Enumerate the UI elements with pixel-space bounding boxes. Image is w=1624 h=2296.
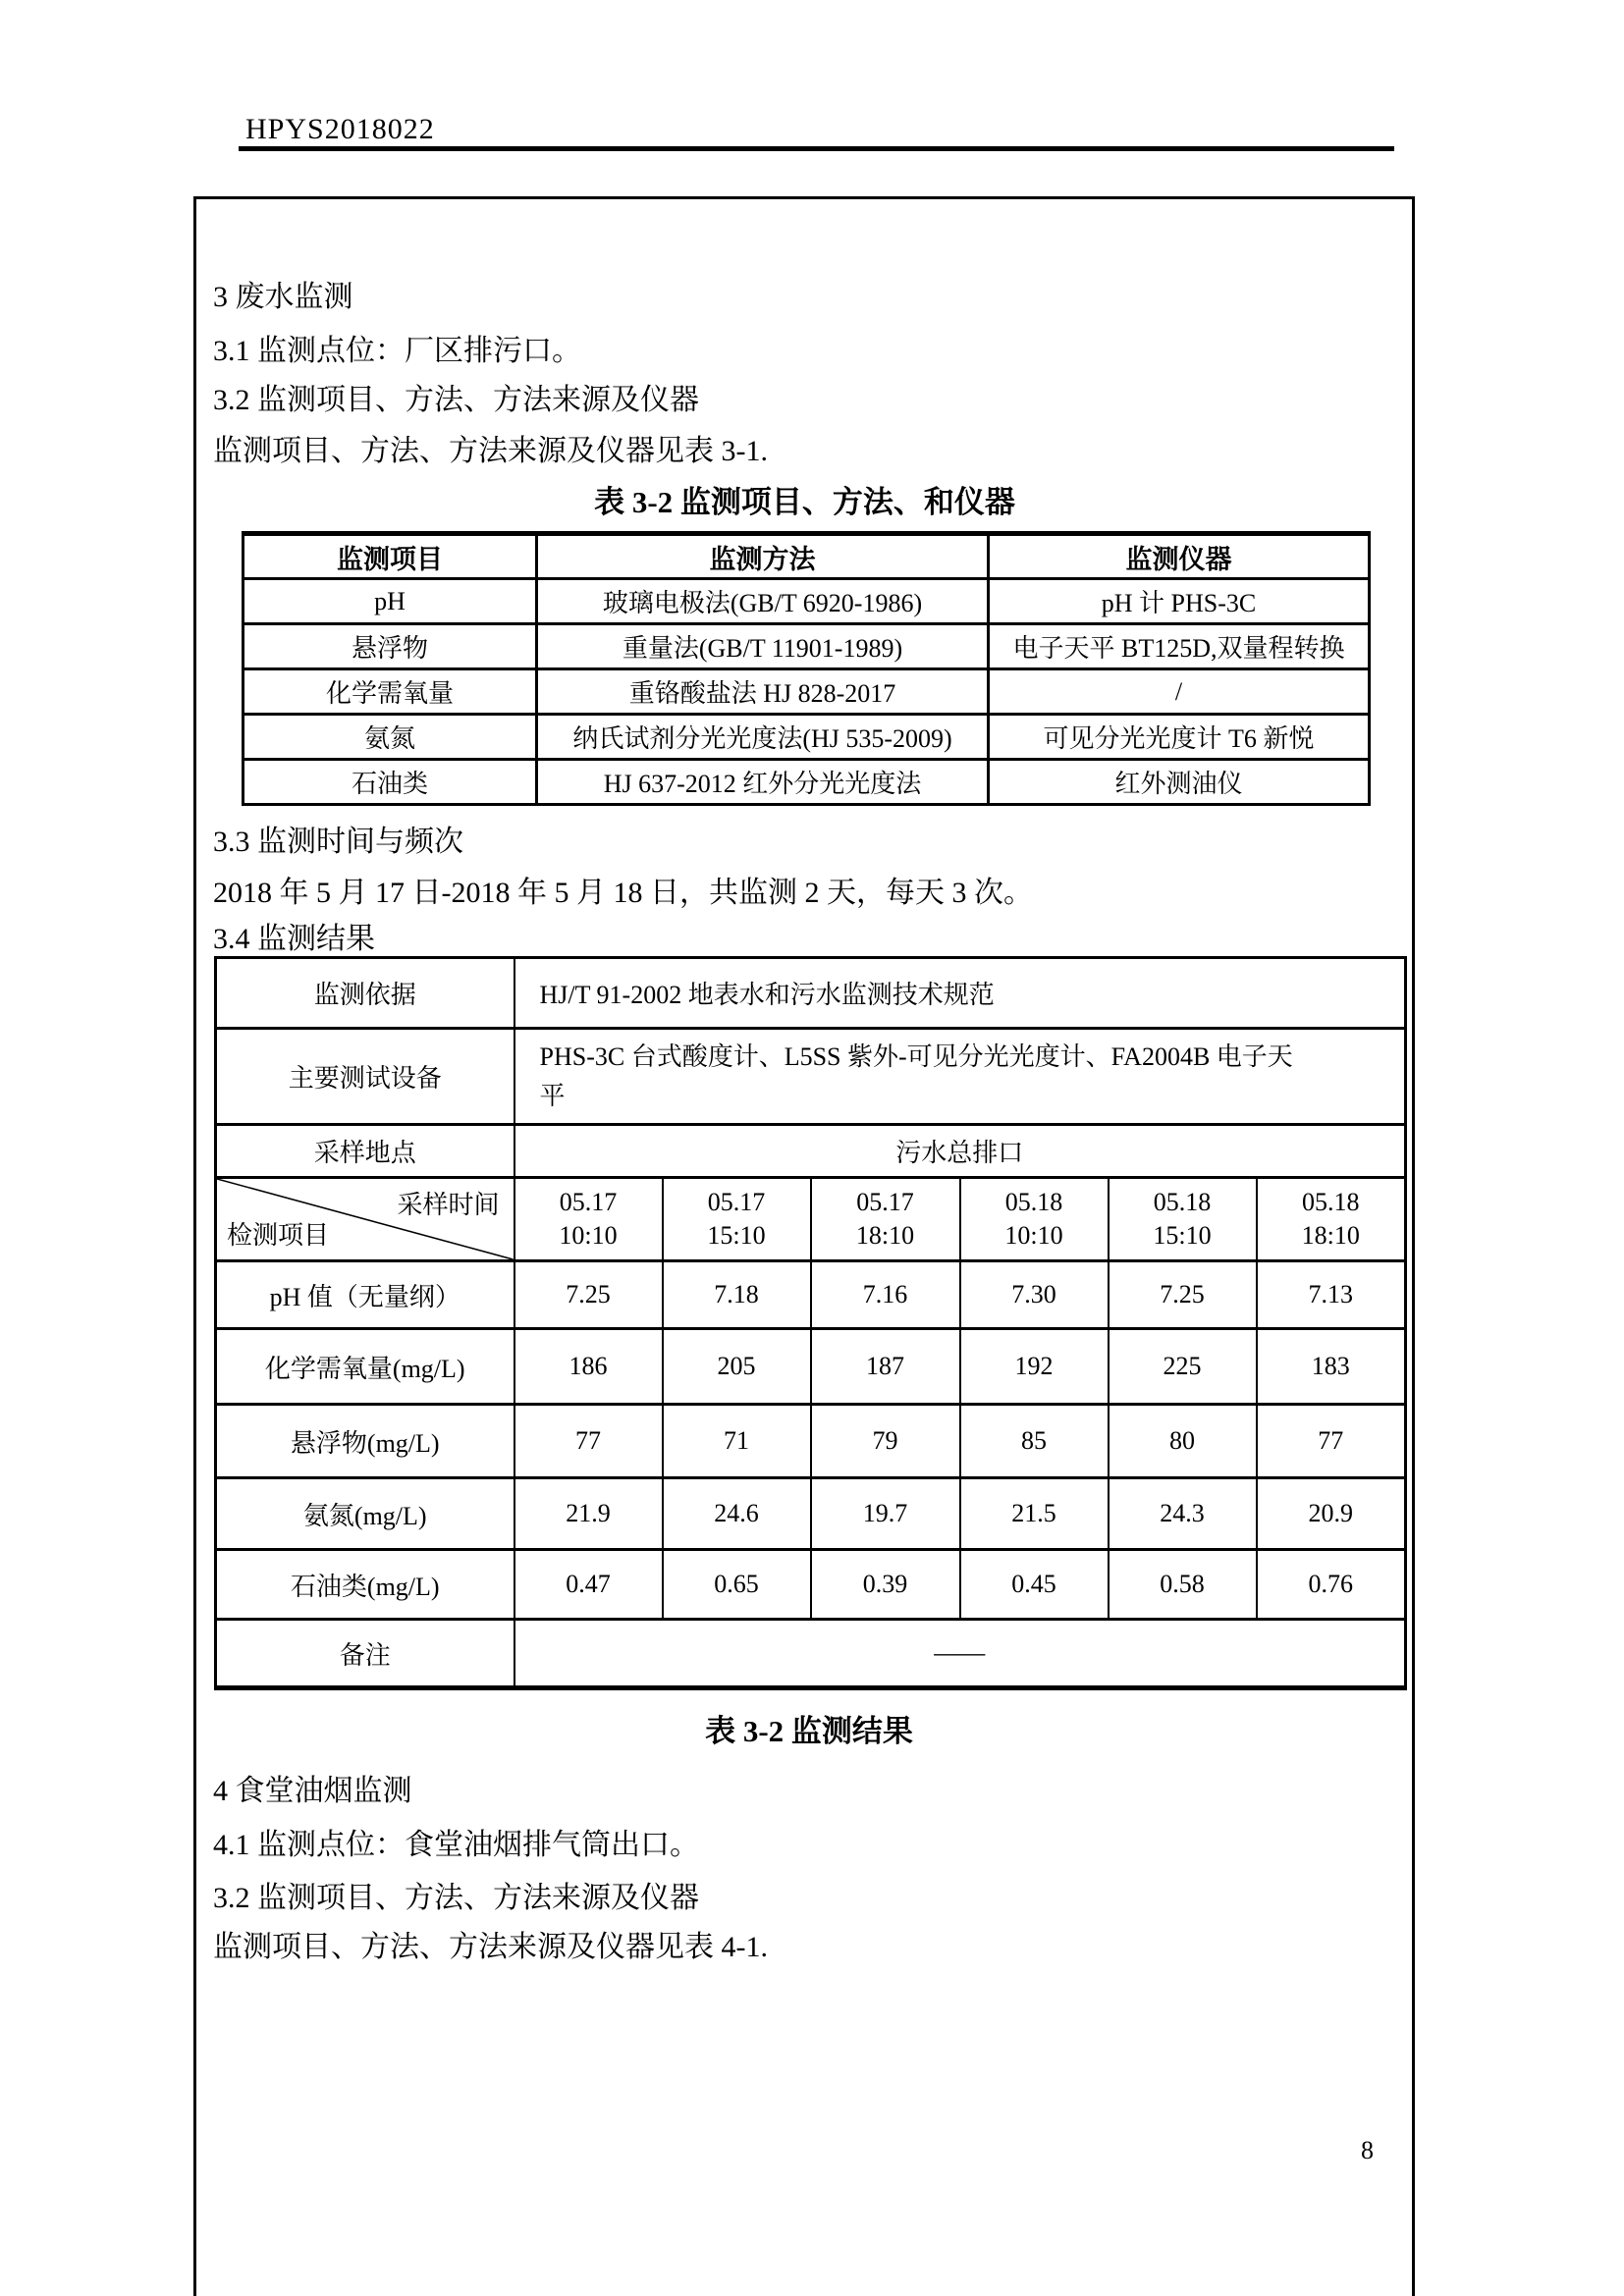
table2-header-row: [216, 1178, 1406, 1261]
column-header: [514, 1178, 663, 1261]
column-date: 05.17: [707, 1188, 766, 1216]
table1-header-instrument: 监测仪器: [989, 534, 1370, 579]
table1-cell: 纳氏试剂分光光度法(HJ 535-2009): [537, 715, 989, 760]
value-cell: 192: [960, 1329, 1109, 1405]
table1-cell: 玻璃电极法(GB/T 6920-1986): [537, 579, 989, 624]
table1-header-item: 监测项目: [244, 534, 537, 579]
value-cell: 79: [811, 1405, 960, 1478]
table1-cell: /: [989, 669, 1370, 715]
table1-cell: 悬浮物: [244, 624, 537, 669]
table2-row-location: [216, 1125, 1406, 1178]
table1-cell: 氨氮: [244, 715, 537, 760]
table1-cell: pH 计 PHS-3C: [989, 579, 1370, 624]
value-cell: 7.30: [960, 1261, 1109, 1329]
table2-label: 备注: [216, 1620, 514, 1688]
monitoring-basis-value: HJ/T 91-2002 地表水和污水监测技术规范: [514, 958, 1406, 1029]
monitoring-results-table: [214, 956, 1407, 1690]
table2-caption: 表 3-2 监测结果: [705, 1714, 913, 1748]
table2-row-basis: [216, 958, 1406, 1029]
section-4-heading: 4 食堂油烟监测: [213, 1775, 412, 1807]
column-date: 05.18: [1302, 1188, 1360, 1216]
table1-row-nh3n: [244, 715, 1370, 760]
value-cell: 0.47: [514, 1550, 663, 1620]
table2-label: 化学需氧量(mg/L): [216, 1329, 514, 1405]
column-time: 18:10: [855, 1221, 915, 1250]
column-date: 05.18: [1004, 1188, 1063, 1216]
value-cell: 7.18: [663, 1261, 811, 1329]
value-cell: 77: [514, 1405, 663, 1478]
column-time: 10:10: [1004, 1221, 1063, 1250]
section-3-heading: 3 废水监测: [213, 281, 353, 313]
value-cell: 0.65: [663, 1550, 811, 1620]
table2-row-remark: [216, 1620, 1406, 1688]
table1-cell: 可见分光光度计 T6 新悦: [989, 715, 1370, 760]
section-3-4-heading: 3.4 监测结果: [213, 923, 375, 955]
table2-label: 悬浮物(mg/L): [216, 1405, 514, 1478]
value-cell: 7.25: [1109, 1261, 1257, 1329]
section-3-1-paragraph: 3.1 监测点位：厂区排污口。: [213, 335, 581, 367]
value-cell: 0.76: [1257, 1550, 1406, 1620]
value-cell: 0.45: [960, 1550, 1109, 1620]
value-cell: 19.7: [811, 1478, 960, 1550]
table2-label: 主要测试设备: [216, 1029, 514, 1125]
value-cell: 187: [811, 1329, 960, 1405]
test-equipment-value: PHS-3C 台式酸度计、L5SS 紫外-可见分光光度计、FA2004B 电子天平: [514, 1029, 1406, 1125]
value-cell: 7.16: [811, 1261, 960, 1329]
table1-cell: 化学需氧量: [244, 669, 537, 715]
table1-cell: 重铬酸盐法 HJ 828-2017: [537, 669, 989, 715]
value-cell: 0.39: [811, 1550, 960, 1620]
value-cell: 183: [1257, 1329, 1406, 1405]
table2-label: pH 值（无量纲）: [216, 1261, 514, 1329]
section-3-3-heading: 3.3 监测时间与频次: [213, 826, 463, 858]
value-cell: 85: [960, 1405, 1109, 1478]
table2-label: 氨氮(mg/L): [216, 1478, 514, 1550]
value-cell: 7.13: [1257, 1261, 1406, 1329]
value-cell: 21.5: [960, 1478, 1109, 1550]
monitoring-time-text: 2018 年 5 月 17 日-2018 年 5 月 18 日，共监测 2 天，每天 3 次。: [213, 877, 1033, 909]
table1-row-ph: [244, 579, 1370, 624]
value-cell: 205: [663, 1329, 811, 1405]
table1-row-cod: [244, 669, 1370, 715]
table1-caption: 表 3-2 监测项目、方法、和仪器: [594, 485, 1015, 519]
section-4-1-paragraph: 4.1 监测点位：食堂油烟排气筒出口。: [213, 1829, 699, 1861]
column-header: [811, 1178, 960, 1261]
section-3-2-paragraph: 3.2 监测项目、方法、方法来源及仪器: [213, 384, 699, 416]
page-number: 8: [1361, 2136, 1374, 2164]
value-cell: 225: [1109, 1329, 1257, 1405]
diagonal-header-cell: [216, 1178, 514, 1261]
table2-row-ss: [216, 1405, 1406, 1478]
value-cell: 77: [1257, 1405, 1406, 1478]
table1-row-oil: [244, 760, 1370, 805]
table1-cell: 红外测油仪: [989, 760, 1370, 805]
value-cell: 186: [514, 1329, 663, 1405]
table2-label: 采样地点: [216, 1125, 514, 1178]
column-header: [663, 1178, 811, 1261]
value-cell: 7.25: [514, 1261, 663, 1329]
table1-cell: 石油类: [244, 760, 537, 805]
value-cell: 0.58: [1109, 1550, 1257, 1620]
column-time: 10:10: [559, 1221, 618, 1250]
header-rule: [239, 146, 1394, 151]
table1-cell: HJ 637-2012 红外分光光度法: [537, 760, 989, 805]
column-time: 15:10: [707, 1221, 766, 1250]
column-header: [960, 1178, 1109, 1261]
table2-row-ph: [216, 1261, 1406, 1329]
table1-cell: 电子天平 BT125D,双量程转换: [989, 624, 1370, 669]
value-cell: 21.9: [514, 1478, 663, 1550]
value-cell: 24.3: [1109, 1478, 1257, 1550]
value-cell: 80: [1109, 1405, 1257, 1478]
value-cell: 20.9: [1257, 1478, 1406, 1550]
table2-label: 监测依据: [216, 958, 514, 1029]
diag-label-test-item: 检测项目: [227, 1221, 330, 1250]
sampling-location-value: 污水总排口: [514, 1125, 1406, 1178]
section-4-2-paragraph: 3.2 监测项目、方法、方法来源及仪器: [213, 1882, 699, 1914]
table1-header-row: [244, 534, 1370, 579]
column-time: 15:10: [1153, 1221, 1212, 1250]
column-date: 05.18: [1153, 1188, 1212, 1216]
table2-row-nh3n: [216, 1478, 1406, 1550]
table2-row-cod: [216, 1329, 1406, 1405]
column-date: 05.17: [559, 1188, 618, 1216]
table1-cell: 重量法(GB/T 11901-1989): [537, 624, 989, 669]
table2-row-equipment: [216, 1029, 1406, 1125]
remark-value: ——: [514, 1620, 1406, 1688]
table1-cell: pH: [244, 579, 537, 624]
diag-label-sampling-time: 采样时间: [397, 1191, 500, 1219]
table1-row-ss: [244, 624, 1370, 669]
column-header: [1257, 1178, 1406, 1261]
section-3-2-reference: 监测项目、方法、方法来源及仪器见表 3-1.: [213, 435, 768, 467]
doc-number: HPYS2018022: [245, 113, 435, 145]
column-date: 05.17: [856, 1188, 914, 1216]
column-time: 18:10: [1301, 1221, 1360, 1250]
table2-label: 石油类(mg/L): [216, 1550, 514, 1620]
table2-row-oil: [216, 1550, 1406, 1620]
section-4-2-reference: 监测项目、方法、方法来源及仪器见表 4-1.: [213, 1931, 768, 1963]
table1-header-method: 监测方法: [537, 534, 989, 579]
value-cell: 24.6: [663, 1478, 811, 1550]
monitoring-methods-table: [242, 531, 1371, 806]
value-cell: 71: [663, 1405, 811, 1478]
column-header: [1109, 1178, 1257, 1261]
